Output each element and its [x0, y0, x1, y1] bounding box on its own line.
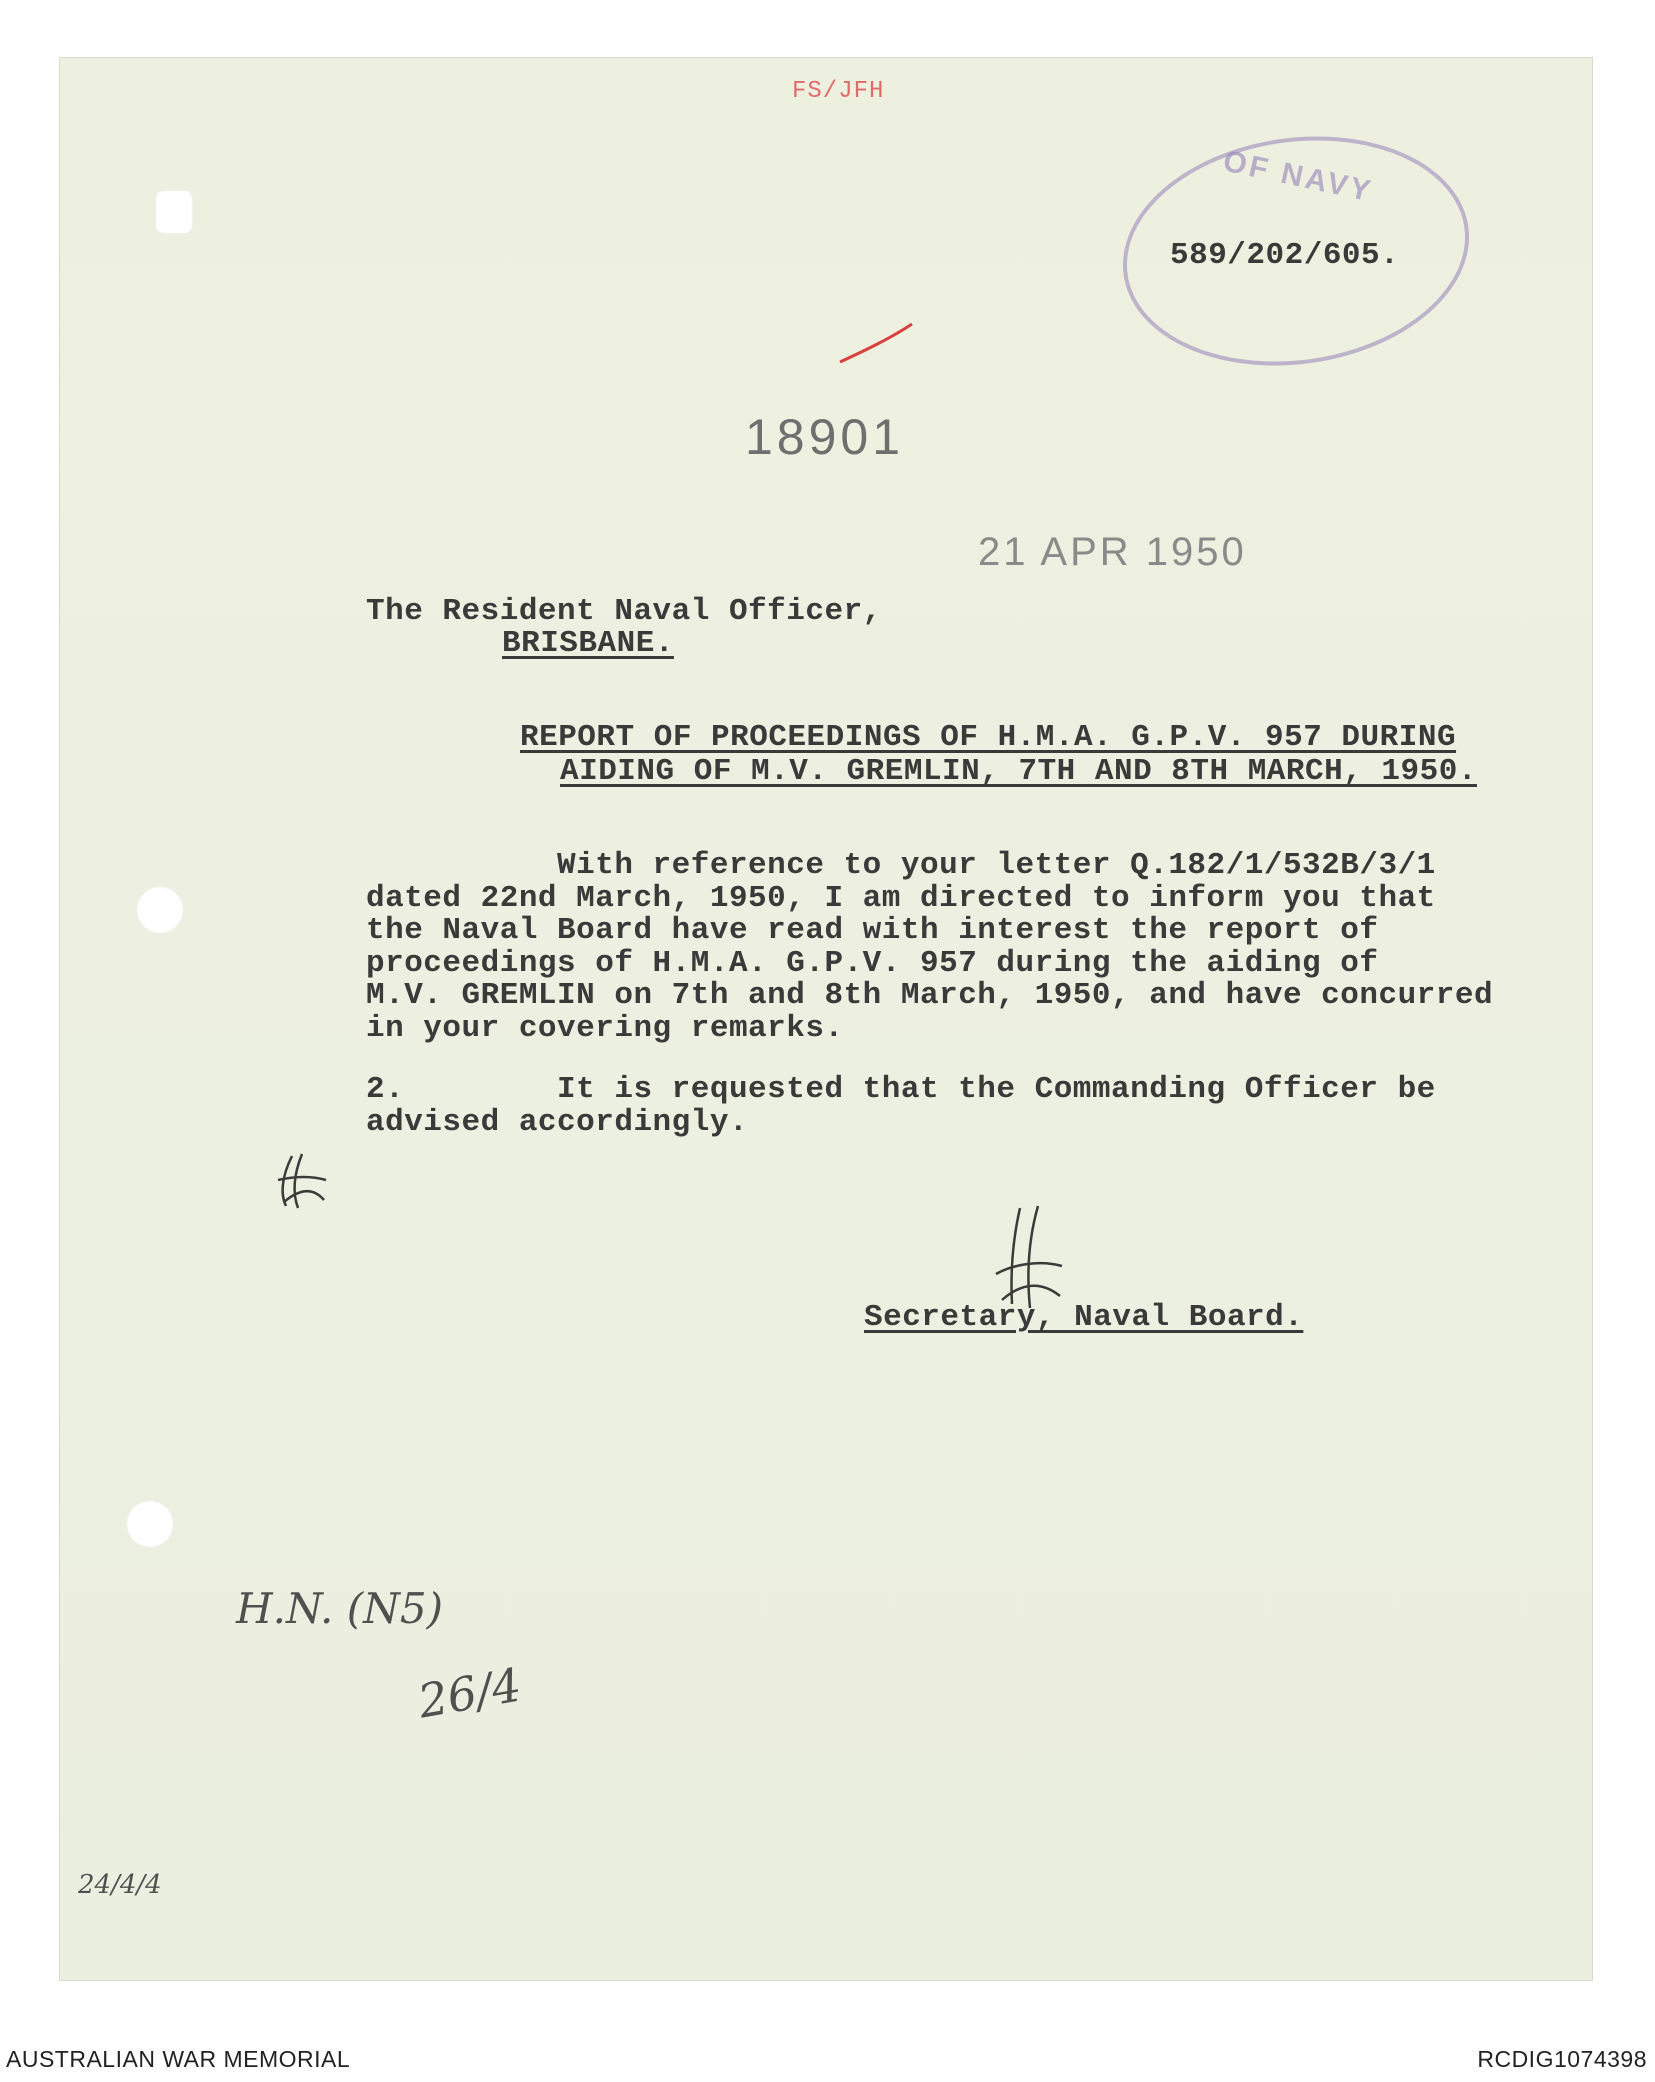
- navy-stamp-text: OF NAVY: [1220, 144, 1376, 209]
- footer-institution: AUSTRALIAN WAR MEMORIAL: [6, 2046, 351, 2072]
- addressee-line1: The Resident Naval Officer,: [366, 594, 882, 629]
- file-number: 589/202/605.: [1170, 238, 1400, 273]
- subject-line2: AIDING OF M.V. GREMLIN, 7TH AND 8TH MARCH, 1950.: [560, 754, 1477, 789]
- subject-line1: REPORT OF PROCEEDINGS OF H.M.A. G.P.V. 957 DURING: [520, 720, 1457, 755]
- red-tick-mark: [836, 320, 916, 370]
- addressee-line2: BRISBANE.: [502, 626, 674, 661]
- signature-scribble: [990, 1204, 1070, 1314]
- signature-block: Secretary, Naval Board.: [864, 1300, 1304, 1335]
- handwritten-margin-note: 24/4/4: [78, 1870, 162, 1900]
- paragraph-2: 2. It is requested that the Commanding Officer be advised accordingly.: [366, 1072, 1436, 1140]
- torn-corner-mark: [155, 190, 193, 234]
- punch-hole-lower: [126, 1500, 174, 1548]
- punch-hole-upper: [136, 886, 184, 934]
- footer-record-id: RCDIG1074398: [1477, 2046, 1647, 2072]
- paragraph-1: With reference to your letter Q.182/1/532B/3/1 dated 22nd March, 1950, I am directed to inform you that the Naval Board have read with interest the report of proceedings of H.M.A. G.P.V. 957 during the aiding of M.V. GREMLIN on 7th and 8th March, 1950, and have concurred in your covering remarks.: [366, 848, 1494, 1046]
- registration-number: 18901: [745, 409, 905, 465]
- handwritten-note: H.N. (N5): [236, 1584, 443, 1633]
- handwritten-date: 26/4: [414, 1657, 526, 1729]
- date-stamp: 21 APR 1950: [978, 530, 1247, 574]
- initials-scribble-left: [272, 1150, 332, 1212]
- initials-top: FS/JFH: [792, 78, 885, 105]
